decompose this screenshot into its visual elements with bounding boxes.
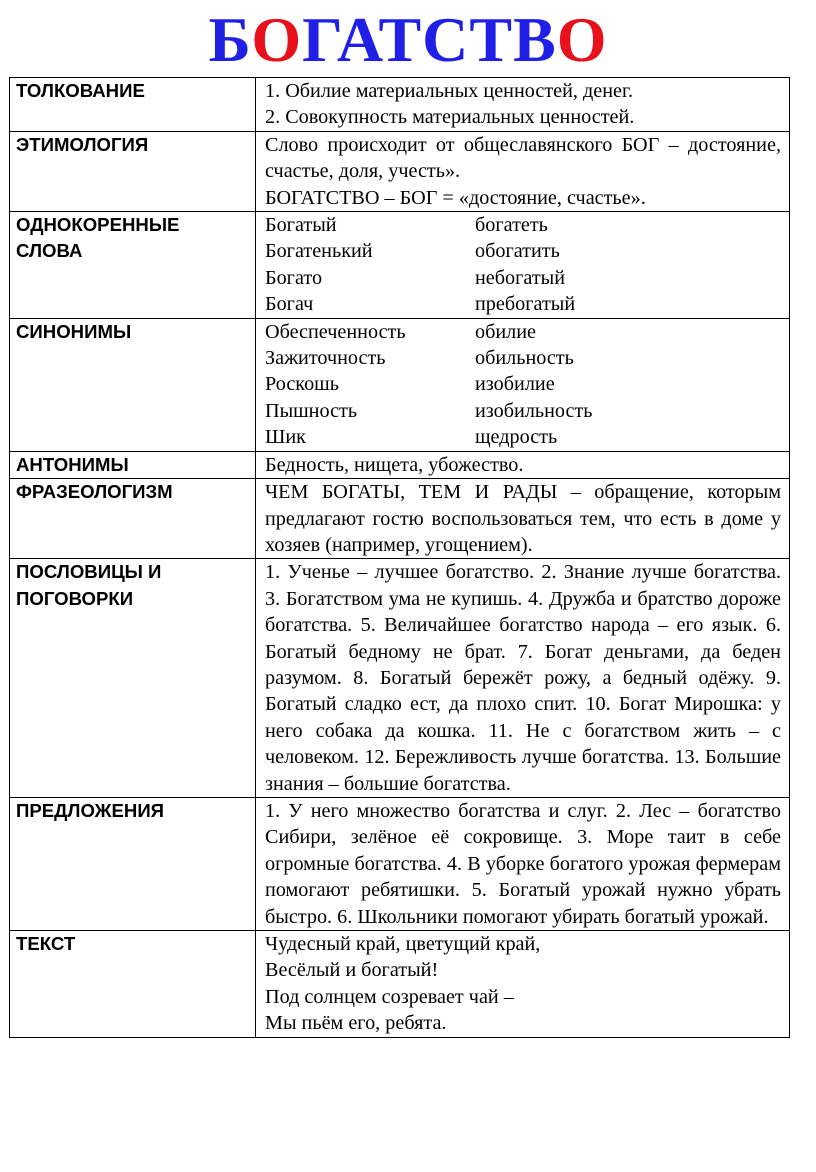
word-info-table [9,77,790,1038]
word-pair [265,371,781,397]
etymology-text: Слово происходит от общеславянского БОГ – достояние, счастье, доля, учесть». [265,133,781,183]
word-left: Богатенький [265,240,373,263]
row-label: ЭТИМОЛОГИЯ [10,131,256,211]
word-left: Богач [265,293,314,316]
word-pair [265,265,781,291]
definition-line: 1. Обилие материальных ценностей, денег. [265,80,634,102]
word-right: щедрость [475,426,558,449]
etymology-formula: БОГАТСТВО – БОГ = «достояние, счастье». [265,186,646,209]
row-label: ПРЕДЛОЖЕНИЯ [10,797,256,930]
title-letter: С [422,4,470,75]
row-label: СИНОНИМЫ [10,318,256,451]
poem-line: Под солнцем созревает чай – [265,985,514,1008]
title-letter: Т [469,4,514,75]
title-letter: О [556,4,608,75]
word-pair [265,291,781,317]
row-content: ЧЕМ БОГАТЫ, ТЕМ И РАДЫ – обращение, которым предлагают гостю воспользоваться тем, что есть в доме у хозяев (например, угощением). [256,479,790,559]
row-tekst [10,931,790,1038]
word-left: Роскошь [265,373,339,396]
definition-line: 2. Совокупность материальных ценностей. [265,106,635,129]
row-label: ТОЛКОВАНИЕ [10,78,256,132]
row-content: Бедность, нищета, убожество. [256,451,790,478]
row-label: ФРАЗЕОЛОГИЗМ [10,479,256,559]
row-label: ПОСЛОВИЦЫ И ПОГОВОРКИ [10,559,256,798]
row-label: ТЕКСТ [10,931,256,1038]
row-content [256,131,790,211]
poem-line: Чудесный край, цветущий край, [265,933,541,955]
word-pair [265,398,781,424]
row-content [256,212,790,319]
row-etimologiya [10,131,790,211]
word-left: Зажиточность [265,347,386,370]
word-left: Богато [265,266,323,289]
title-letter: Б [208,4,252,75]
word-pair [265,238,781,264]
row-content [256,78,790,132]
word-right: обогатить [475,240,560,263]
row-label: АНТОНИМЫ [10,451,256,478]
row-predlozheniya [10,797,790,930]
word-left: Обеспеченность [265,320,406,343]
row-label: ОДНОКОРЕННЫЕ СЛОВА [10,212,256,319]
word-pair [265,319,781,345]
row-sinonimy [10,318,790,451]
row-content: 1. Ученье – лучшее богатство. 2. Знание лучше богатства. 3. Богатством ума не купишь. 4. Дружба и братство дороже богатства. 5. Величайшее богатство народа – его язык. 6. Богатый бедному не брат. 7. Богат деньгами, да беден разумом. 8. Богатый бережёт рожу, а бедный одёжу. 9. Богатый сладко ест, да плохо спит. 10. Богат Мирошка: у него собака да кошка. 11. Не с богатством жить – с человеком. 12. Бережливость лучше богатства. 13. Большие знания – большие богатства. [256,559,790,798]
word-right: пребогатый [475,293,576,316]
title-letter: А [336,4,379,75]
row-tolkovanie [10,78,790,132]
word-right: изобилие [475,373,555,396]
poem-line: Мы пьём его, ребята. [265,1012,447,1035]
word-right: обильность [475,347,574,370]
word-left: Шик [265,426,306,449]
row-content [256,931,790,1038]
title-letter: Г [302,4,337,75]
row-frazeologizm [10,479,790,559]
word-right: обилие [475,320,537,343]
row-content: 1. У него множество богатства и слуг. 2. Лес – богатство Сибири, зелёное её сокровище. 3. Море таит в себе огромные богатства. 4. В уборке богатого урожая фермерам помогают ребятишки. 5. Богатый урожай нужно убрать быстро. 6. Школьники помогают убирать богатый урожай. [256,797,790,930]
word-left: Богатый [265,214,337,237]
word-right: богатеть [475,214,548,237]
row-odnokorennye [10,212,790,319]
title-letter: О [251,4,303,75]
word-right: изобильность [475,399,593,422]
word-pair [265,345,781,371]
row-poslovitsy [10,559,790,798]
row-content [256,318,790,451]
poem-line: Весёлый и богатый! [265,959,439,982]
word-right: небогатый [475,266,566,289]
page-title [0,6,816,74]
word-left: Пышность [265,399,358,422]
row-antonimy [10,451,790,478]
title-letter: В [513,4,557,75]
word-pair [265,212,781,238]
word-pair [265,424,781,450]
title-letter: Т [378,4,423,75]
